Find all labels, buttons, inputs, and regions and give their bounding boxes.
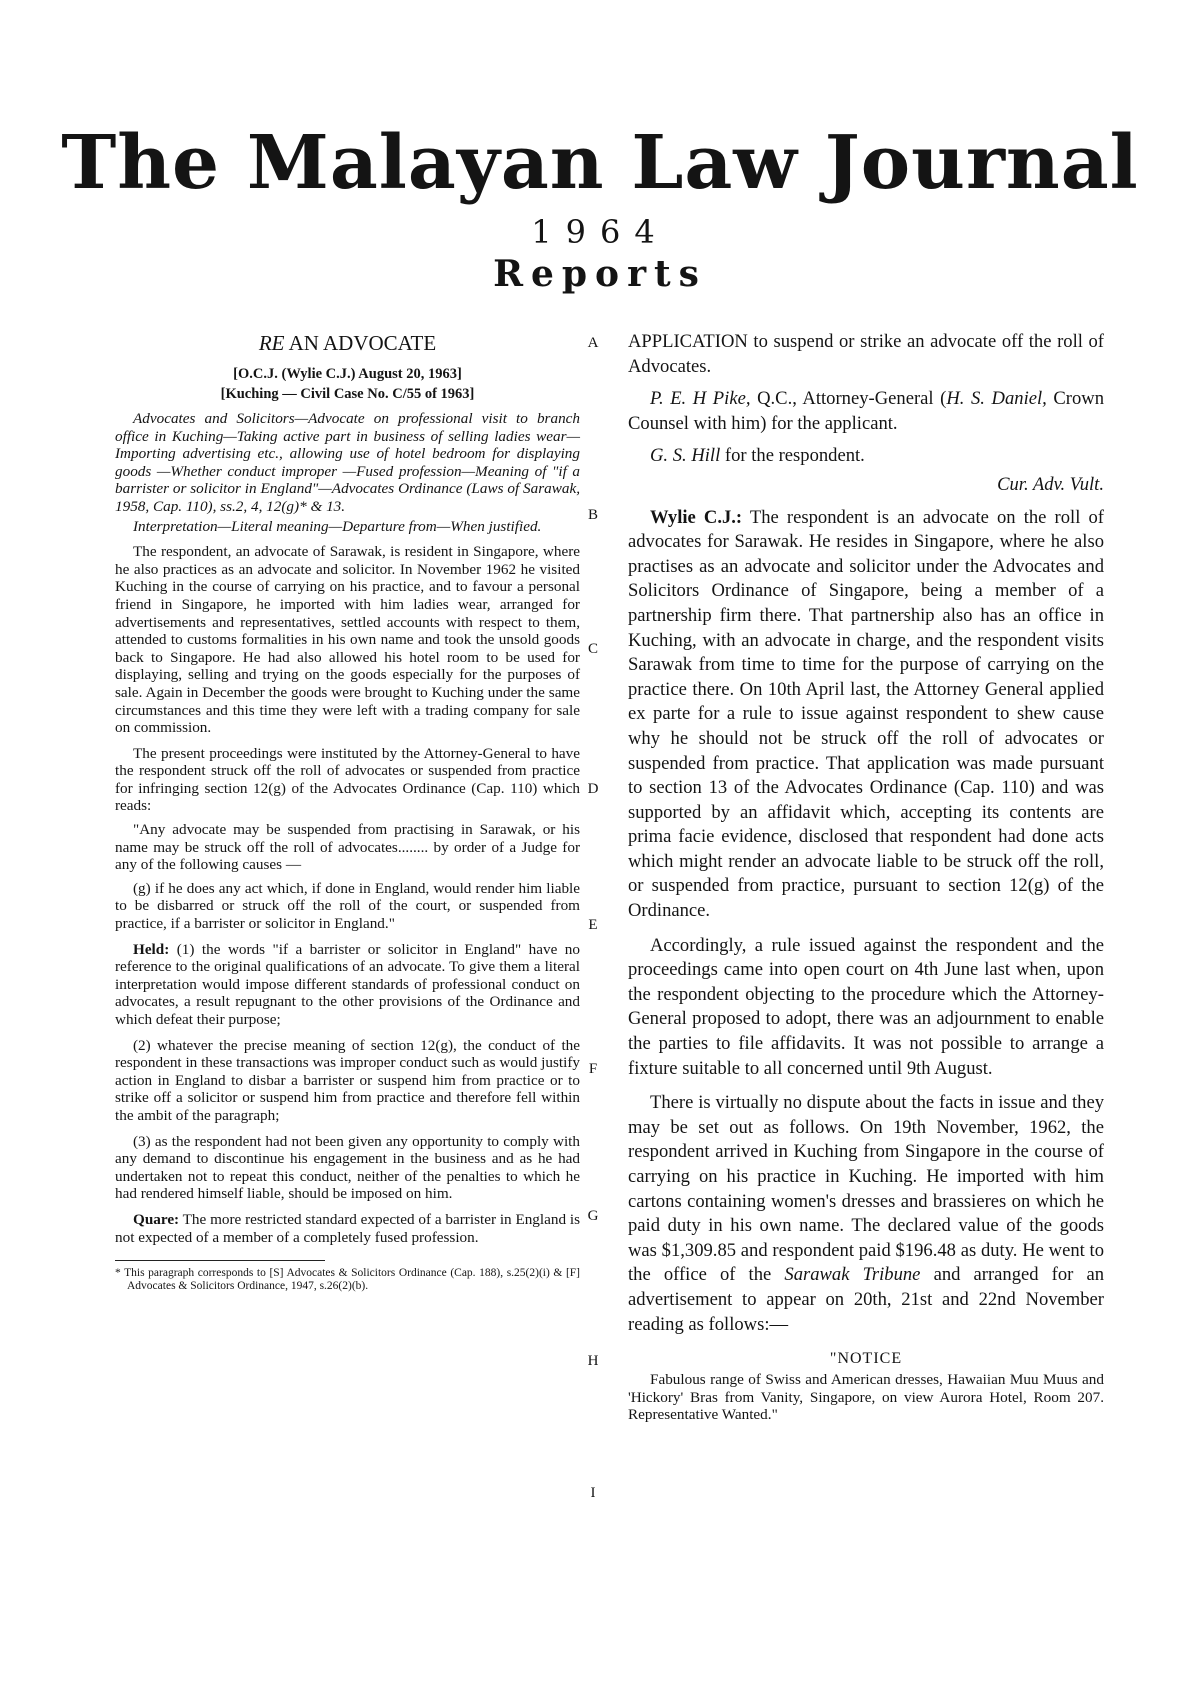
footnote: * This paragraph corresponds to [S] Advocates & Solicitors Ordinance (Cap. 188), s.25(2)(i) & [F] Advocates & Solicitors Ordinance, 1947, s.26(2)(b). (115, 1267, 580, 1293)
court-line: [O.C.J. (Wylie C.J.) August 20, 1963] (233, 366, 462, 382)
judgment-para-3-b: and arranged for an advertisement to appear on 20th, 21st and 22nd November reading as follows:— (628, 1264, 1105, 1335)
margin-letter-g: G (587, 1208, 599, 1224)
judgment-para-2: Accordingly, a rule issued against the respondent and the proceedings came into open court on 4th June last when, upon the respondent objecting to the procedure which the Attorney-General proposed to adopt, there was an adjournment to enable the parties to file affidavits. It was not possible to arrange a fixture suitable to all concerned until 9th August. (628, 934, 1104, 1079)
quare-label: Quare: (133, 1210, 180, 1228)
margin-letter-f: F (588, 1061, 598, 1077)
held-2: (2) whatever the precise meaning of section 12(g), the conduct of the respondent in these transactions was improper conduct such as would justify action in England to disbar a barrister or suspend him from practice or to strike off a solicitor or suspend him from practice and therefore fell within the ambit of the paragraph; (115, 1036, 580, 1124)
application-text: APPLICATION to suspend or strike an advocate off the roll of Advocates. (628, 331, 1104, 377)
respondent-counsel-role: for the respondent. (720, 445, 865, 467)
newspaper-name: Sarawak Tribune (784, 1264, 921, 1286)
notice-body: Fabulous range of Swiss and American dresses, Hawaiian Muu Muus and 'Hickory' Bras from Vanity, Singapore, on view Aurora Hotel, Room 207. Representative Wanted." (628, 1371, 1104, 1424)
respondent-counsel-name: G. S. Hill (650, 445, 721, 467)
margin-letter-e: E (588, 917, 598, 933)
applicant-counsel (628, 387, 1104, 436)
margin-letter-b: B (587, 507, 598, 523)
judgment-para-3-a: There is virtually no dispute about the facts in issue and they may be set out as follows. On 19th November, 1962, the respondent arrived in Kuching from Singapore in the course of carrying on his practice in Kuching. He imported with him cartons containing women's dresses and brassieres on which he paid duty in his own name. The declared value of the goods was $1,309.85 and respondent paid $196.48 as duty. He went to the office of the (628, 1092, 1104, 1286)
applicant-counsel-name: P. E. H Pike, (650, 388, 751, 410)
held-3: (3) as the respondent had not been given any opportunity to comply with any demand to discontinue his engagement in the business and as he had undertaken not to repeat this conduct, neither of the penalties to which he had rendered himself liable, should be imposed on him. (115, 1132, 580, 1203)
quare-text: The more restricted standard expected of a barrister in England is not expected of a member of a completely fused profession. (115, 1210, 580, 1246)
notice-heading: "NOTICE (829, 1350, 903, 1368)
statute-quote-g: (g) if he does any act which, if done in England, would render him liable to be disbarred or struck off the roll of the court, or suspended from practice, if a barrister or solicitor in England." (115, 879, 580, 933)
headnote-proceedings: The present proceedings were instituted by the Attorney-General to have the respondent struck off the roll of advocates or suspended from practice for infringing section 12(g) of the Advocates Ordinance (Cap. 110) which reads: (115, 744, 580, 815)
judge-name: Wylie C.J.: (650, 506, 743, 528)
case-title-rest: AN ADVOCATE (284, 331, 437, 355)
crown-counsel-role: Crown Counsel with him) for the applicant. (628, 388, 1105, 434)
case-title-prefix: RE (258, 331, 285, 355)
judgment-para-1-text: The respondent is an advocate on the roll of advocates for Sarawak. He resides in Singapore, where he also practises as an advocate and solicitor under the Advocates and Solicitors Ordinance of Singapore, being a member of a partnership firm there. That partnership also has an office in Kuching, with an advocate in charge, and the respondent visits Sarawak from time to time for the purpose of carrying on the practice there. On 10th April last, the Attorney General applied ex parte for a rule to issue against respondent to shew cause why he should not be struck off the roll of advocates or suspended from practice. That application was made pursuant to section 13 of the Advocates Ordinance (Cap. 110) and was supported by an affidavit which, accepting its contents are prima facie evidence, disclosed that respondent had done acts which might render an advocate liable to be struck off the roll, or suspended from practice, pursuant to section 12(g) of the Ordinance. (628, 506, 1104, 922)
footnote-rule (115, 1260, 325, 1261)
cur-adv-vult: Cur. Adv. Vult. (997, 473, 1104, 495)
judgment-para-1 (628, 506, 1104, 924)
margin-letter-h: H (587, 1353, 599, 1369)
margin-letter-c: C (587, 641, 598, 657)
margin-letter-d: D (587, 781, 599, 797)
section-heading: Reports (493, 253, 707, 295)
headnote-facts: The respondent, an advocate of Sarawak, is resident in Singapore, where he also practices as an advocate and solicitor. In November 1962 he visited Kuching in the course of carrying on his practice, and to favour a personal friend in Singapore, he imported with him ladies wear, arranged for advertisements and representatives, settled accounts with respect to them, attended to customs formalities in his own name and took the unsold goods back to Singapore. He had also allowed his hotel room to be used for displaying, selling and trying on the goods especially for the purposes of sale. Again in December the goods were brought to Kuching under the same circumstances and this time they were left with a trading company for sale on commission. (115, 543, 580, 737)
held-1-text: (1) the words "if a barrister or solicitor in England" have no reference to the original qualifications of an advocate. To give them a literal interpretation would impose different standards of professional conduct on advocates, a result repugnant to the other provisions of the Ordinance and which defeat their purpose; (115, 940, 580, 1028)
journal-year: 1964 (531, 213, 669, 251)
crown-counsel-name: H. S. Daniel, (946, 388, 1047, 410)
journal-title: The Malayan Law Journal (61, 120, 1139, 206)
headnote-column (115, 330, 580, 1293)
registry-line: [Kuching — Civil Case No. C/55 of 1963] (220, 386, 475, 402)
judgment-para-3 (628, 1091, 1104, 1337)
respondent-counsel (628, 444, 1104, 469)
catchwords: Advocates and Solicitors—Advocate on professional visit to branch office in Kuching—Taking active part in business of selling ladies wear—Importing advertising etc., allowing use of hotel bedroom for displaying goods —Whether conduct improper —Fused profession—Meaning of "if a barrister or solicitor in England"—Advocates Ordinance (Laws of Sarawak, 1958, Cap. 110), ss.2, 4, 12(g)* & 13. (115, 410, 580, 515)
margin-letter-a: A (587, 335, 599, 351)
case-title (115, 330, 580, 356)
margin-letter-i: I (590, 1485, 596, 1501)
applicant-counsel-role: Q.C., Attorney-General ( (750, 388, 947, 410)
judgment-column (628, 330, 1104, 1424)
statute-quote: "Any advocate may be suspended from practising in Sarawak, or his name may be struck off the roll of advocates........ by order of a Judge for any of the following causes — (115, 821, 580, 874)
held-label: Held: (133, 940, 170, 958)
held-1 (115, 941, 580, 1029)
catchwords-interpretation: Interpretation—Literal meaning—Departure from—When justified. (133, 517, 542, 535)
quare (115, 1211, 580, 1246)
masthead (0, 118, 1200, 296)
